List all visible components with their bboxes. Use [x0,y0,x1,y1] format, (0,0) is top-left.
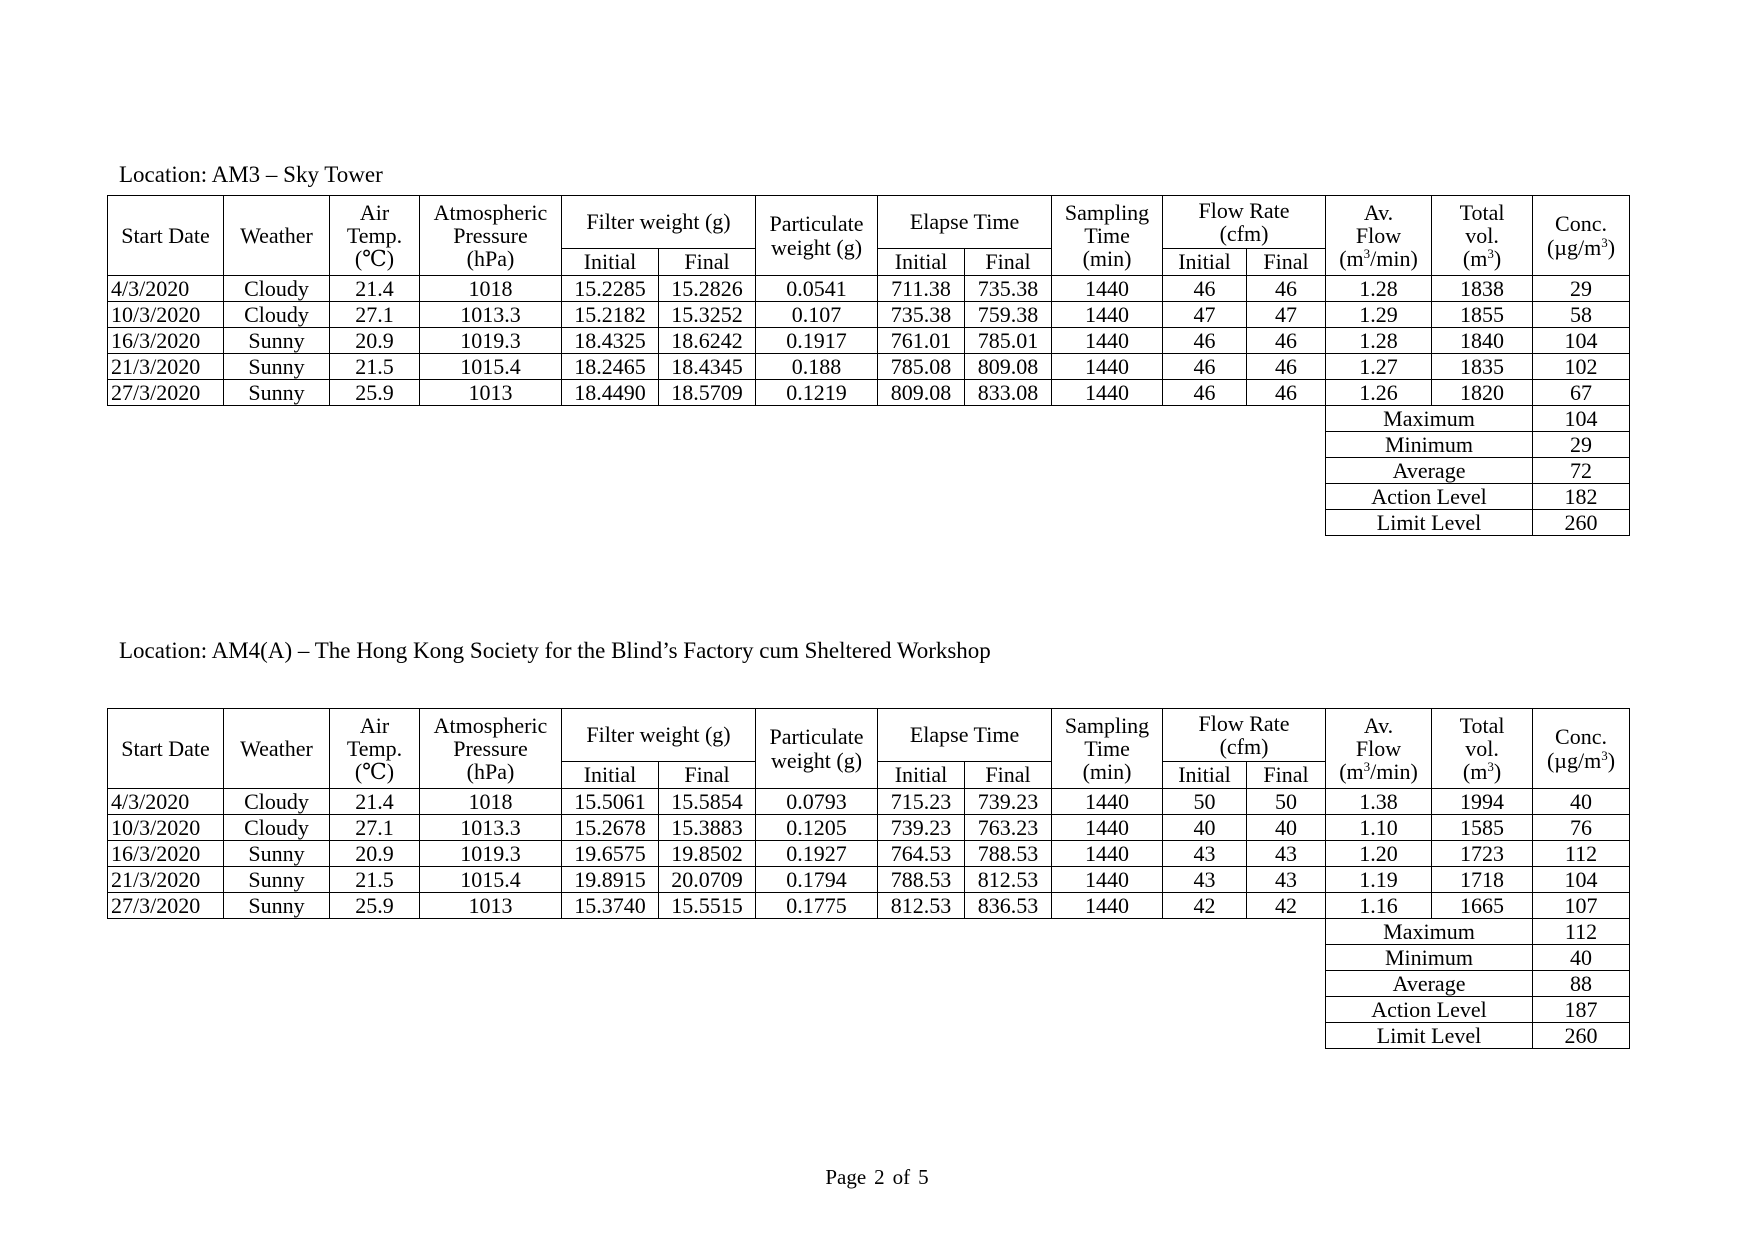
cell-pressure: 1013.3 [420,302,562,328]
cell-conc: 104 [1533,867,1630,893]
blank-cell [108,997,1326,1023]
cell-conc: 76 [1533,815,1630,841]
cell-av-flow: 1.26 [1326,380,1432,406]
cell-start-date: 16/3/2020 [108,841,224,867]
cell-start-date: 10/3/2020 [108,302,224,328]
header-av-flow: Av. Flow $(m^3/\min)$ [1326,709,1432,789]
table-body-am3 [108,276,1630,536]
cell-start-date: 27/3/2020 [108,893,224,919]
blank-cell [108,971,1326,997]
cell-sampling-time: 1440 [1052,328,1163,354]
blank-cell [108,458,1326,484]
cell-start-date: 21/3/2020 [108,867,224,893]
cell-start-date: 4/3/2020 [108,789,224,815]
header-elapse-time: Elapse Time [878,196,1052,249]
cell-elapse-final: 788.53 [965,841,1052,867]
cell-av-flow: 1.29 [1326,302,1432,328]
cell-av-flow: 1.19 [1326,867,1432,893]
cell-weather: Sunny [224,841,330,867]
cell-weather: Sunny [224,328,330,354]
cell-flow-initial: 46 [1163,328,1247,354]
header-filter-weight: Filter weight (g) [562,709,756,762]
cell-filter-initial: 18.2465 [562,354,659,380]
cell-elapse-final: 836.53 [965,893,1052,919]
cell-elapse-initial: 715.23 [878,789,965,815]
cell-elapse-initial: 711.38 [878,276,965,302]
cell-air-temp: 25.9 [330,380,420,406]
cell-filter-final: 18.4345 [659,354,756,380]
cell-elapse-final: 833.08 [965,380,1052,406]
cell-filter-final: 15.3883 [659,815,756,841]
cell-weather: Cloudy [224,302,330,328]
monitoring-table-am3 [107,195,1630,536]
section-title-am3: Location: AM3 – Sky Tower [119,162,383,187]
cell-pressure: 1019.3 [420,841,562,867]
blank-cell [108,1023,1326,1049]
cell-flow-initial: 43 [1163,867,1247,893]
cell-particulate: 0.0793 [756,789,878,815]
cell-weather: Sunny [224,354,330,380]
page-number [0,1165,1754,1190]
stat-label: Maximum [1326,406,1533,432]
cell-flow-final: 40 [1247,815,1326,841]
cell-filter-initial: 18.4325 [562,328,659,354]
cell-filter-final: 20.0709 [659,867,756,893]
cell-particulate: 0.1927 [756,841,878,867]
cell-pressure: 1013.3 [420,815,562,841]
header-conc: Conc. $(\mu g/m^3)$ [1533,196,1630,276]
cell-sampling-time: 1440 [1052,815,1163,841]
header-elapse-final: Final [965,762,1052,789]
cell-sampling-time: 1440 [1052,354,1163,380]
stat-row-maximum [108,406,1630,432]
cell-flow-initial: 47 [1163,302,1247,328]
stat-row-maximum [108,919,1630,945]
cell-air-temp: 27.1 [330,815,420,841]
cell-flow-initial: 46 [1163,380,1247,406]
stat-label: Maximum [1326,919,1533,945]
cell-av-flow: 1.10 [1326,815,1432,841]
cell-flow-final: 42 [1247,893,1326,919]
cell-elapse-final: 812.53 [965,867,1052,893]
header-atmospheric-pressure: Atmospheric Pressure (hPa) [420,196,562,276]
cell-conc: 112 [1533,841,1630,867]
cell-weather: Sunny [224,867,330,893]
stat-value: 112 [1533,919,1630,945]
header-elapse-initial: Initial [878,762,965,789]
cell-flow-initial: 46 [1163,276,1247,302]
cell-start-date: 27/3/2020 [108,380,224,406]
stat-value: 88 [1533,971,1630,997]
cell-filter-final: 15.5854 [659,789,756,815]
header-flow-final: Final [1247,249,1326,276]
cell-elapse-final: 763.23 [965,815,1052,841]
cell-conc: 104 [1533,328,1630,354]
stat-row-minimum [108,945,1630,971]
stat-label: Action Level [1326,997,1533,1023]
cell-flow-final: 46 [1247,380,1326,406]
stat-value: 40 [1533,945,1630,971]
stat-label: Average [1326,458,1533,484]
cell-start-date: 4/3/2020 [108,276,224,302]
cell-weather: Sunny [224,380,330,406]
cell-flow-initial: 43 [1163,841,1247,867]
cell-flow-initial: 42 [1163,893,1247,919]
blank-cell [108,919,1326,945]
page-total: 5 [918,1165,929,1189]
cell-av-flow: 1.28 [1326,328,1432,354]
stat-row-limit-level [108,1023,1630,1049]
stat-value: 72 [1533,458,1630,484]
header-flow-initial: Initial [1163,249,1247,276]
stat-label: Limit Level [1326,510,1533,536]
cell-total-vol: 1838 [1432,276,1533,302]
header-start-date: Start Date [108,196,224,276]
stat-row-limit-level [108,510,1630,536]
cell-pressure: 1015.4 [420,867,562,893]
cell-air-temp: 20.9 [330,328,420,354]
cell-total-vol: 1723 [1432,841,1533,867]
cell-sampling-time: 1440 [1052,867,1163,893]
header-weather: Weather [224,709,330,789]
cell-filter-final: 18.6242 [659,328,756,354]
header-total-vol: Total vol. $(m^3)$ [1432,196,1533,276]
blank-cell [108,945,1326,971]
cell-particulate: 0.0541 [756,276,878,302]
cell-total-vol: 1585 [1432,815,1533,841]
cell-pressure: 1013 [420,380,562,406]
cell-filter-final: 15.5515 [659,893,756,919]
table-row [108,815,1630,841]
header-elapse-time: Elapse Time [878,709,1052,762]
cell-sampling-time: 1440 [1052,380,1163,406]
cell-conc: 58 [1533,302,1630,328]
cell-weather: Cloudy [224,789,330,815]
section-title-am4a: Location: AM4(A) – The Hong Kong Society for the Blind’s Factory cum Sheltered Workshop [119,638,991,663]
stat-row-minimum [108,432,1630,458]
header-atmospheric-pressure: Atmospheric Pressure (hPa) [420,709,562,789]
table-body-am4a [108,789,1630,1049]
cell-flow-initial: 46 [1163,354,1247,380]
stat-value: 187 [1533,997,1630,1023]
cell-pressure: 1018 [420,276,562,302]
cell-total-vol: 1840 [1432,328,1533,354]
stat-row-action-level [108,484,1630,510]
cell-av-flow: 1.27 [1326,354,1432,380]
cell-flow-final: 43 [1247,841,1326,867]
cell-flow-final: 50 [1247,789,1326,815]
cell-av-flow: 1.38 [1326,789,1432,815]
cell-air-temp: 25.9 [330,893,420,919]
cell-elapse-final: 759.38 [965,302,1052,328]
cell-total-vol: 1835 [1432,354,1533,380]
cell-flow-initial: 50 [1163,789,1247,815]
cell-conc: 67 [1533,380,1630,406]
cell-elapse-final: 785.01 [965,328,1052,354]
header-av-flow: Av. Flow $(m^3/\min)$ [1326,196,1432,276]
cell-particulate: 0.1794 [756,867,878,893]
cell-flow-final: 46 [1247,276,1326,302]
blank-cell [108,484,1326,510]
cell-particulate: 0.1219 [756,380,878,406]
cell-filter-initial: 19.6575 [562,841,659,867]
stat-row-average [108,458,1630,484]
cell-flow-initial: 40 [1163,815,1247,841]
cell-filter-initial: 18.4490 [562,380,659,406]
table-row [108,354,1630,380]
cell-elapse-initial: 739.23 [878,815,965,841]
page-current: 2 [874,1165,885,1189]
cell-conc: 107 [1533,893,1630,919]
cell-filter-final: 15.2826 [659,276,756,302]
cell-elapse-initial: 764.53 [878,841,965,867]
cell-conc: 29 [1533,276,1630,302]
stat-label: Average [1326,971,1533,997]
header-filter-final: Final [659,762,756,789]
cell-elapse-final: 739.23 [965,789,1052,815]
stat-label: Limit Level [1326,1023,1533,1049]
stat-value: 182 [1533,484,1630,510]
cell-elapse-final: 809.08 [965,354,1052,380]
blank-cell [108,432,1326,458]
table-row [108,302,1630,328]
cell-elapse-initial: 809.08 [878,380,965,406]
cell-elapse-final: 735.38 [965,276,1052,302]
table-row [108,893,1630,919]
stat-value: 29 [1533,432,1630,458]
cell-flow-final: 46 [1247,354,1326,380]
header-flow-final: Final [1247,762,1326,789]
stat-label: Minimum [1326,945,1533,971]
table-row [108,841,1630,867]
stat-row-action-level [108,997,1630,1023]
header-filter-initial: Initial [562,762,659,789]
cell-start-date: 10/3/2020 [108,815,224,841]
cell-air-temp: 21.4 [330,789,420,815]
cell-elapse-initial: 788.53 [878,867,965,893]
header-flow-rate: Flow Rate (cfm) [1163,196,1326,249]
header-elapse-initial: Initial [878,249,965,276]
page-word: Page [825,1165,867,1189]
stat-value: 260 [1533,1023,1630,1049]
cell-pressure: 1019.3 [420,328,562,354]
cell-flow-final: 47 [1247,302,1326,328]
blank-cell [108,510,1326,536]
cell-weather: Sunny [224,893,330,919]
header-weather: Weather [224,196,330,276]
cell-particulate: 0.1917 [756,328,878,354]
table-row [108,328,1630,354]
cell-air-temp: 21.4 [330,276,420,302]
cell-filter-initial: 15.2182 [562,302,659,328]
stat-label: Minimum [1326,432,1533,458]
cell-filter-initial: 15.5061 [562,789,659,815]
header-particulate-weight: Particulate weight (g) [756,196,878,276]
header-filter-weight: Filter weight (g) [562,196,756,249]
cell-air-temp: 21.5 [330,354,420,380]
cell-elapse-initial: 735.38 [878,302,965,328]
cell-weather: Cloudy [224,276,330,302]
cell-air-temp: 20.9 [330,841,420,867]
cell-conc: 40 [1533,789,1630,815]
cell-elapse-initial: 785.08 [878,354,965,380]
header-air-temp: Air Temp. (℃) [330,196,420,276]
cell-sampling-time: 1440 [1052,893,1163,919]
cell-pressure: 1015.4 [420,354,562,380]
cell-filter-final: 18.5709 [659,380,756,406]
header-particulate-weight: Particulate weight (g) [756,709,878,789]
header-flow-initial: Initial [1163,762,1247,789]
cell-filter-initial: 15.2285 [562,276,659,302]
header-conc: Conc. $(\mu g/m^3)$ [1533,709,1630,789]
cell-start-date: 21/3/2020 [108,354,224,380]
table-row [108,789,1630,815]
cell-filter-initial: 19.8915 [562,867,659,893]
cell-conc: 102 [1533,354,1630,380]
cell-sampling-time: 1440 [1052,841,1163,867]
monitoring-table-am4a [107,708,1630,1049]
cell-filter-final: 19.8502 [659,841,756,867]
header-air-temp: Air Temp. (℃) [330,709,420,789]
cell-sampling-time: 1440 [1052,302,1163,328]
cell-air-temp: 27.1 [330,302,420,328]
cell-start-date: 16/3/2020 [108,328,224,354]
header-sampling-time: Sampling Time (min) [1052,709,1163,789]
header-sampling-time: Sampling Time (min) [1052,196,1163,276]
cell-av-flow: 1.16 [1326,893,1432,919]
header-filter-final: Final [659,249,756,276]
page-of: of [892,1165,911,1189]
stat-value: 260 [1533,510,1630,536]
cell-pressure: 1018 [420,789,562,815]
header-filter-initial: Initial [562,249,659,276]
cell-filter-initial: 15.3740 [562,893,659,919]
cell-elapse-initial: 812.53 [878,893,965,919]
header-start-date: Start Date [108,709,224,789]
cell-flow-final: 46 [1247,328,1326,354]
table-row [108,276,1630,302]
cell-particulate: 0.1205 [756,815,878,841]
cell-av-flow: 1.28 [1326,276,1432,302]
header-total-vol: Total vol. $(m^3)$ [1432,709,1533,789]
cell-elapse-initial: 761.01 [878,328,965,354]
cell-total-vol: 1820 [1432,380,1533,406]
header-elapse-final: Final [965,249,1052,276]
cell-av-flow: 1.20 [1326,841,1432,867]
header-flow-rate: Flow Rate (cfm) [1163,709,1326,762]
stat-label: Action Level [1326,484,1533,510]
cell-air-temp: 21.5 [330,867,420,893]
cell-total-vol: 1855 [1432,302,1533,328]
cell-total-vol: 1994 [1432,789,1533,815]
table-row [108,867,1630,893]
cell-filter-final: 15.3252 [659,302,756,328]
blank-cell [108,406,1326,432]
cell-total-vol: 1665 [1432,893,1533,919]
cell-total-vol: 1718 [1432,867,1533,893]
cell-pressure: 1013 [420,893,562,919]
cell-particulate: 0.188 [756,354,878,380]
cell-particulate: 0.107 [756,302,878,328]
table-row [108,380,1630,406]
cell-sampling-time: 1440 [1052,276,1163,302]
cell-particulate: 0.1775 [756,893,878,919]
cell-sampling-time: 1440 [1052,789,1163,815]
cell-filter-initial: 15.2678 [562,815,659,841]
cell-weather: Cloudy [224,815,330,841]
stat-value: 104 [1533,406,1630,432]
cell-flow-final: 43 [1247,867,1326,893]
stat-row-average [108,971,1630,997]
